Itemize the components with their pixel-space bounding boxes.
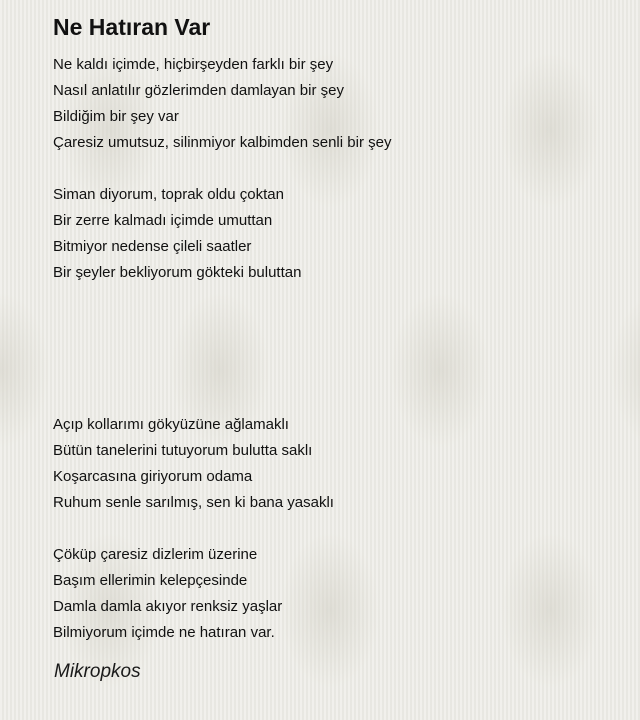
poem-line: Çöküp çaresiz dizlerim üzerine bbox=[53, 546, 258, 563]
poem-line: Çaresiz umutsuz, silinmiyor kalbimden senli bir şey bbox=[53, 134, 392, 151]
poem-line: Siman diyorum, toprak oldu çoktan bbox=[53, 186, 284, 203]
poem-line: Koşarcasına giriyorum odama bbox=[53, 468, 253, 485]
poem-line: Bilmiyorum içimde ne hatıran var. bbox=[53, 624, 275, 641]
stanza-4 bbox=[53, 542, 282, 646]
poem-line: Nasıl anlatılır gözlerimden damlayan bir şey bbox=[53, 82, 344, 99]
poem-line: Bildiğim bir şey var bbox=[53, 108, 179, 125]
poem-line: Bitmiyor nedense çileli saatler bbox=[53, 238, 252, 255]
poem-author: Mikropkos bbox=[54, 661, 141, 682]
poem-line: Bütün tanelerini tutuyorum bulutta saklı bbox=[53, 442, 313, 459]
poem-line: Damla damla akıyor renksiz yaşlar bbox=[53, 598, 283, 615]
poem-title: Ne Hatıran Var bbox=[53, 14, 211, 40]
poem-line: Ne kaldı içimde, hiçbirşeyden farklı bir şey bbox=[53, 56, 334, 73]
poem-line: Bir zerre kalmadı içimde umuttan bbox=[53, 212, 273, 229]
stanza-3 bbox=[53, 412, 334, 516]
poem-line: Ruhum senle sarılmış, sen ki bana yasaklı bbox=[53, 494, 334, 511]
poem-line: Bir şeyler bekliyorum gökteki buluttan bbox=[53, 264, 302, 281]
poem-line: Başım ellerimin kelepçesinde bbox=[53, 572, 248, 589]
stanza-1 bbox=[53, 52, 391, 156]
stanza-2 bbox=[53, 182, 301, 286]
poem-line: Açıp kollarımı gökyüzüne ağlamaklı bbox=[53, 416, 289, 433]
